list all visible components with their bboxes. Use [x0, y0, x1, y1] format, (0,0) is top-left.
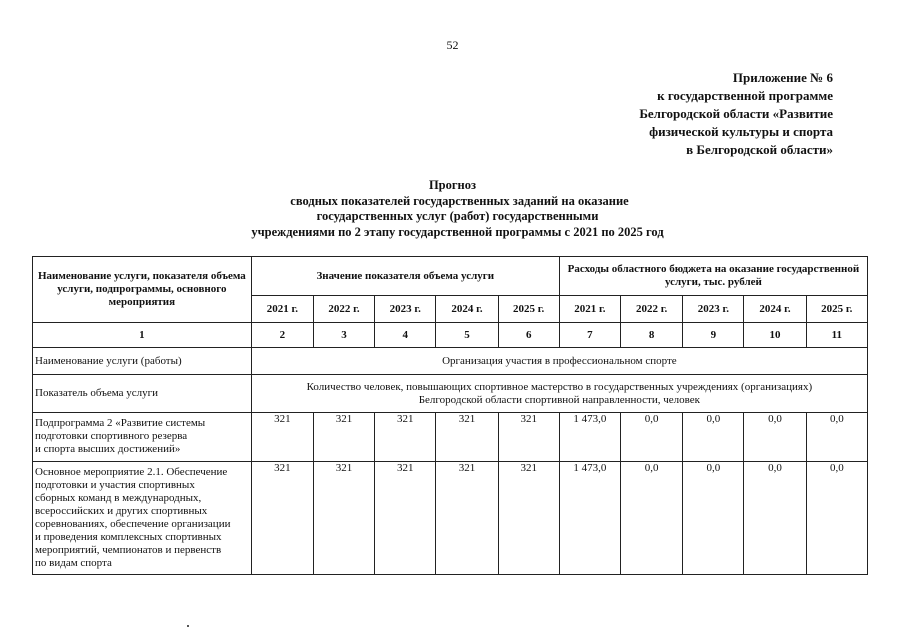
row-label-main-activity — [33, 462, 252, 575]
row-label-line: по видам спорта — [35, 557, 112, 569]
header-year: 2025 г. — [806, 296, 867, 323]
document-title — [0, 178, 905, 240]
header-year: 2023 г. — [683, 296, 744, 323]
row-label-line: и спорта высших достижений» — [35, 443, 181, 455]
table-cell: 0,0 — [744, 462, 806, 575]
table-cell: 321 — [251, 413, 313, 462]
forecast-table — [32, 256, 868, 575]
table-cell: 321 — [436, 462, 498, 575]
table-cell: 1 473,0 — [559, 413, 620, 462]
table-cell: 321 — [498, 413, 559, 462]
table-row — [33, 462, 868, 575]
appendix-line: в Белгородской области» — [686, 142, 833, 157]
row-label-line: подготовки и участия спортивных — [35, 479, 195, 491]
service-row — [33, 348, 868, 375]
row-label-line: Основное мероприятие 2.1. Обеспечение — [35, 466, 228, 478]
column-number: 11 — [806, 323, 867, 348]
header-year: 2024 г. — [436, 296, 498, 323]
column-number: 7 — [559, 323, 620, 348]
row-label-line: Подпрограмма 2 «Развитие системы — [35, 417, 206, 429]
table-cell: 321 — [498, 462, 559, 575]
header-expense-group: Расходы областного бюджета на оказание государственной услуги, тыс. рублей — [559, 257, 867, 296]
table-cell: 321 — [375, 462, 436, 575]
row-label-line: подготовки спортивного резерва — [35, 430, 188, 442]
title-line: Прогноз — [428, 178, 477, 192]
appendix-line: Белгородской области «Развитие — [639, 106, 833, 121]
table-cell: 1 473,0 — [559, 462, 620, 575]
header-name: Наименование услуги, показателя объема услуги, подпрограммы, основного мероприятия — [33, 257, 252, 323]
title-line: государственных услуг (работ) государственными — [316, 209, 599, 223]
header-year: 2022 г. — [621, 296, 683, 323]
column-number-row — [33, 323, 868, 348]
title-line: сводных показателей государственных заданий на оказание — [290, 193, 629, 208]
column-number: 1 — [33, 323, 252, 348]
title-line: учреждениями по 2 этапу государственной программы с 2021 по 2025 год — [251, 224, 664, 239]
table-cell: 0,0 — [683, 413, 744, 462]
column-number: 9 — [683, 323, 744, 348]
table-cell: 0,0 — [621, 462, 683, 575]
row-label-line: всероссийских и других спортивных — [35, 505, 208, 517]
row-label-line: мероприятий, чемпионатов и первенств — [35, 544, 222, 556]
table-cell: 0,0 — [621, 413, 683, 462]
table-row — [33, 413, 868, 462]
table-cell: 0,0 — [683, 462, 744, 575]
column-number: 10 — [744, 323, 806, 348]
column-number: 4 — [375, 323, 436, 348]
row-label-line: соревнованиях, обеспечение организации — [35, 518, 231, 530]
scan-speck — [187, 625, 189, 627]
indicator-label: Показатель объема услуги — [33, 375, 252, 413]
indicator-value-line: Белгородской области спортивной направленности, человек — [418, 393, 700, 406]
indicator-value — [251, 375, 867, 413]
indicator-row — [33, 375, 868, 413]
row-label-line: и проведения комплексных спортивных — [35, 531, 222, 543]
header-volume-group: Значение показателя объема услуги — [251, 257, 559, 296]
service-value: Организация участия в профессиональном спорте — [251, 348, 867, 375]
header-year: 2024 г. — [744, 296, 806, 323]
table-cell: 321 — [313, 413, 374, 462]
indicator-value-line: Количество человек, повышающих спортивное мастерство в государственных учреждениях (организациях) — [306, 380, 813, 393]
header-year: 2025 г. — [498, 296, 559, 323]
column-number: 5 — [436, 323, 498, 348]
page-number: 52 — [446, 38, 459, 52]
appendix-line: к государственной программе — [657, 88, 833, 103]
header-year: 2022 г. — [313, 296, 374, 323]
table-cell: 321 — [251, 462, 313, 575]
header-year: 2021 г. — [251, 296, 313, 323]
table-cell: 321 — [436, 413, 498, 462]
column-number: 6 — [498, 323, 559, 348]
column-number: 8 — [621, 323, 683, 348]
row-label-line: сборных команд в международных, — [35, 492, 202, 504]
table-cell: 0,0 — [806, 413, 867, 462]
table-cell: 321 — [313, 462, 374, 575]
column-number: 2 — [251, 323, 313, 348]
column-number: 3 — [313, 323, 374, 348]
header-year: 2021 г. — [559, 296, 620, 323]
row-label-subprogram — [33, 413, 252, 462]
header-year: 2023 г. — [375, 296, 436, 323]
table-cell: 0,0 — [806, 462, 867, 575]
appendix-line: Приложение № 6 — [732, 70, 833, 85]
appendix-line: физической культуры и спорта — [649, 124, 833, 139]
service-label: Наименование услуги (работы) — [33, 348, 252, 375]
table-cell: 321 — [375, 413, 436, 462]
appendix-header — [639, 69, 833, 159]
table-cell: 0,0 — [744, 413, 806, 462]
